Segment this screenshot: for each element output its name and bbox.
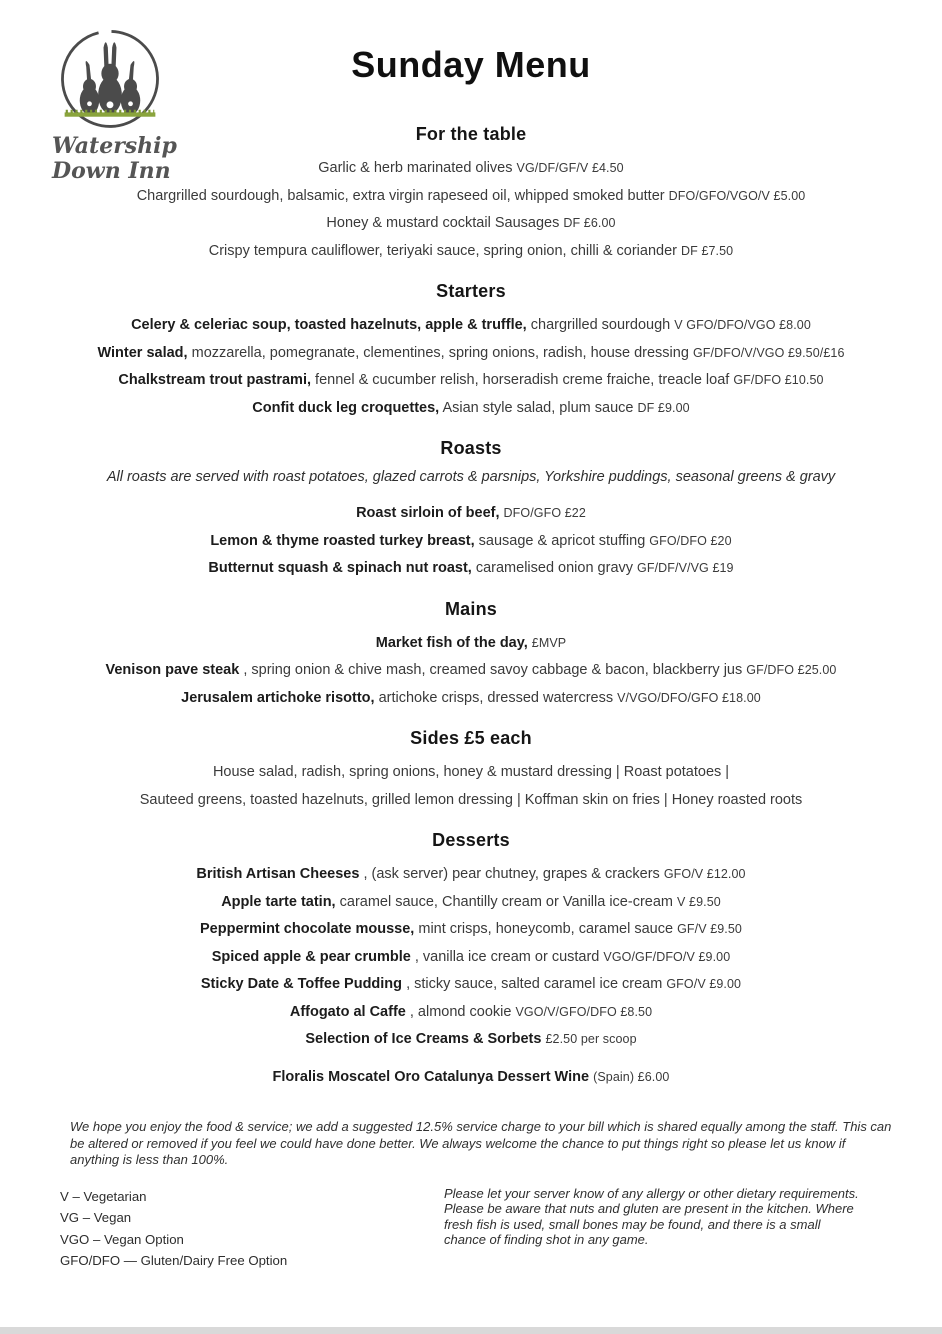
item-description: mint crisps, honeycomb, caramel sauce	[418, 921, 674, 937]
item-name: Affogato al Caffe	[289, 1003, 406, 1020]
item-diet-codes-price: (Spain) £6.00	[593, 1069, 670, 1084]
item-diet-codes-price: V GFO/DFO/VGO £8.00	[674, 318, 811, 332]
allergy-note: Please let your server know of any allergy or other dietary requirements. Please be aware that nuts and gluten are present in the kitchen. Where fresh fish is used, small bones may be found, and there is a small chance of finding shot in any game.	[444, 1185, 859, 1247]
item-name: Chalkstream trout pastrami,	[118, 372, 312, 388]
grass-shape	[65, 112, 156, 116]
menu-item	[46, 867, 896, 883]
menu-item	[46, 950, 896, 966]
logo-line2: Down Inn	[52, 158, 171, 184]
menu-item	[46, 1005, 896, 1021]
menu-item	[46, 895, 896, 911]
menu-item	[46, 663, 896, 679]
item-diet-codes-price: GFO/V £12.00	[663, 867, 746, 881]
item-diet-codes-price: GF/DF/V/VG £19	[637, 561, 734, 575]
logo-line1: Watership	[52, 133, 177, 159]
item-name: Sticky Date & Toffee Pudding	[200, 976, 403, 992]
item-diet-codes-price: GF/DFO £25.00	[746, 663, 837, 677]
item-description: chargrilled sourdough	[530, 317, 671, 333]
menu-item	[46, 765, 896, 781]
section-heading: Starters	[436, 281, 506, 301]
item-diet-codes-price: GFO/V £9.00	[666, 977, 742, 991]
item-description: , spring onion & chive mash, creamed savoy cabbage & bacon, blackberry jus	[243, 662, 743, 678]
item-description: Crispy tempura cauliflower, teriyaki sauce, spring onion, chilli & coriander	[208, 242, 677, 259]
item-diet-codes-price: DF £7.50	[681, 243, 734, 258]
item-name: Market fish of the day,	[375, 634, 528, 651]
item-diet-codes-price: GF/DFO/V/VGO £9.50/£16	[692, 345, 845, 360]
item-name: Butternut squash & spinach nut roast,	[208, 560, 472, 576]
item-name: Lemon & thyme roasted turkey breast,	[210, 532, 475, 549]
legend-vegan-option: VGO – Vegan Option	[60, 1231, 184, 1247]
menu-section-sides-5-each	[46, 728, 896, 808]
item-name: Selection of Ice Creams & Sorbets	[305, 1031, 542, 1047]
item-diet-codes-price: GFO/DFO £20	[649, 533, 732, 548]
item-description: , (ask server) pear chutney, grapes & crackers	[363, 866, 660, 882]
legend-gf-df-option: GFO/DFO — Gluten/Dairy Free Option	[60, 1253, 288, 1268]
item-diet-codes-price: DF £9.00	[637, 400, 690, 415]
section-heading: Mains	[444, 598, 497, 619]
section-heading: For the table	[415, 124, 527, 144]
item-description: sausage & apricot stuffing	[478, 532, 646, 549]
menu-section-roasts	[46, 438, 896, 577]
item-description: artichoke crisps, dressed watercress	[378, 689, 614, 706]
section-heading: Roasts	[440, 438, 502, 458]
item-description: fennel & cucumber relish, horseradish creme fraiche, treacle loaf	[315, 372, 730, 388]
item-name: Roast sirloin of beef,	[356, 505, 500, 521]
item-diet-codes-price: DF £6.00	[563, 216, 616, 230]
item-description: Sauteed greens, toasted hazelnuts, grilled lemon dressing | Koffman skin on fries | Honey roasted roots	[139, 791, 803, 808]
menu-item	[46, 189, 896, 205]
item-diet-codes-price: £MVP	[531, 635, 567, 650]
section-heading: Sides £5 each	[410, 728, 532, 748]
menu-item	[46, 561, 896, 577]
item-name: British Artisan Cheeses	[196, 866, 360, 882]
item-description: mozzarella, pomegranate, clementines, spring onions, radish, house dressing	[191, 344, 689, 361]
menu-item	[46, 1070, 896, 1086]
item-diet-codes-price: £2.50 per scoop	[545, 1032, 637, 1046]
legend-vegan: VG – Vegan	[60, 1210, 132, 1225]
item-description: , vanilla ice cream or custard	[414, 948, 600, 965]
menu-item	[46, 318, 896, 334]
menu-sections	[46, 124, 896, 1085]
item-diet-codes-price: VGO/GF/DFO/V £9.00	[603, 949, 731, 964]
item-name: Spiced apple & pear crumble	[211, 948, 411, 965]
footer-row	[60, 1186, 864, 1272]
item-name: Venison pave steak	[105, 662, 240, 678]
page-bottom-bar	[0, 1327, 942, 1334]
menu-item	[46, 1032, 896, 1048]
menu-item	[46, 793, 896, 809]
menu-item	[46, 346, 896, 362]
item-diet-codes-price: GF/V £9.50	[677, 922, 742, 936]
diet-legend	[60, 1186, 287, 1272]
menu-section-desserts	[46, 830, 896, 1085]
item-diet-codes-price: GF/DFO £10.50	[733, 373, 824, 387]
item-diet-codes-price: DFO/GFO/VGO/V £5.00	[668, 188, 806, 203]
menu-item	[46, 373, 896, 389]
menu-section-starters	[46, 281, 896, 416]
item-description: caramelised onion gravy	[475, 560, 634, 576]
item-name: Floralis Moscatel Oro Catalunya Dessert Wine	[272, 1068, 590, 1085]
item-diet-codes-price: VGO/V/GFO/DFO £8.50	[515, 1004, 653, 1019]
item-name: Celery & celeriac soup, toasted hazelnuts, apple & truffle,	[131, 317, 527, 333]
logo-wordmark	[52, 134, 182, 184]
item-description: , sticky sauce, salted caramel ice cream	[406, 976, 663, 992]
section-note: All roasts are served with roast potatoes, glazed carrots & parsnips, Yorkshire puddings, seasonal greens & gravy	[106, 469, 836, 485]
item-description: caramel sauce, Chantilly cream or Vanilla ice-cream	[339, 893, 673, 910]
menu-item	[46, 244, 896, 260]
page-title: Sunday Menu	[351, 44, 591, 85]
item-description: Honey & mustard cocktail Sausages	[326, 215, 560, 231]
menu-item	[46, 506, 896, 522]
menu-item	[46, 691, 896, 707]
menu-item	[46, 636, 896, 652]
item-diet-codes-price: DFO/GFO £22	[503, 506, 586, 520]
item-description: House salad, radish, spring onions, honey & mustard dressing | Roast potatoes |	[212, 764, 730, 780]
item-description: Asian style salad, plum sauce	[442, 399, 634, 416]
service-charge-note: We hope you enjoy the food & service; we add a suggested 12.5% service charge to your bill which is shared equally among the staff. This can be altered or removed if you feel we could have done better. We always welcome the chance to put things right so please let us know if anything is less than 100%.	[70, 1119, 892, 1167]
item-diet-codes-price: V/VGO/DFO/GFO £18.00	[617, 690, 761, 705]
item-diet-codes-price: VG/DF/GF/V £4.50	[516, 161, 624, 175]
logo	[52, 28, 182, 184]
item-diet-codes-price: V £9.50	[677, 894, 721, 909]
item-name: Peppermint chocolate mousse,	[200, 921, 415, 937]
menu-item	[46, 922, 896, 938]
item-description: Garlic & herb marinated olives	[318, 160, 513, 176]
legend-vegetarian: V – Vegetarian	[60, 1188, 147, 1204]
menu-item	[46, 977, 896, 993]
item-description: Chargrilled sourdough, balsamic, extra virgin rapeseed oil, whipped smoked butter	[136, 187, 665, 204]
menu-section-mains	[46, 599, 896, 707]
menu-item	[46, 534, 896, 550]
section-heading: Desserts	[432, 830, 510, 850]
menu-item	[46, 216, 896, 232]
menu-item	[46, 401, 896, 417]
item-description: , almond cookie	[409, 1003, 512, 1020]
item-name: Confit duck leg croquettes,	[252, 399, 440, 416]
item-name: Jerusalem artichoke risotto,	[181, 689, 375, 706]
rabbits-logo-icon	[56, 28, 164, 132]
item-name: Apple tarte tatin,	[221, 893, 336, 910]
item-name: Winter salad,	[97, 344, 188, 361]
